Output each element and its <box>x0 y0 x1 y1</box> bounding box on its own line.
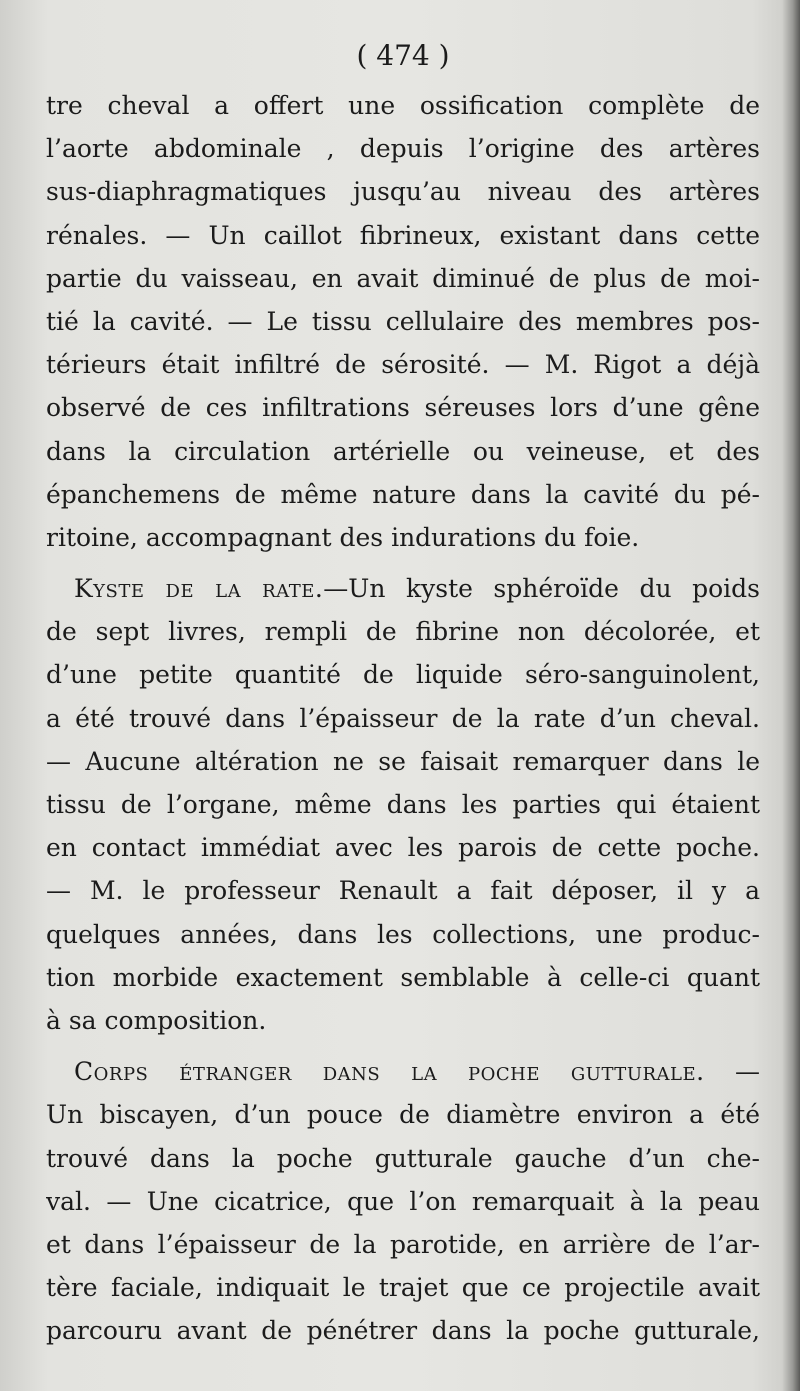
text-line: rénales. — Un caillot fibrineux, existant dans cette <box>46 220 760 250</box>
text-line: Un biscayen, d’un pouce de diamètre environ a été <box>46 1100 760 1130</box>
text-line <box>46 567 760 610</box>
heading-continuation: —Un kyste sphéroïde du poids <box>323 574 760 604</box>
text-line: — M. le professeur Renault a fait déposer, il y a <box>46 876 760 906</box>
text-line: a été trouvé dans l’épaisseur de la rate d’un cheval. <box>46 703 760 733</box>
text-line: de sept livres, rempli de fibrine non décolorée, et <box>46 617 760 647</box>
spine-shadow <box>782 0 800 1391</box>
text-block <box>46 36 760 1352</box>
text-line: à sa composition. <box>46 1005 267 1035</box>
text-line: tié la cavité. — Le tissu cellulaire des membres pos- <box>46 306 760 336</box>
text-line: val. — Une cicatrice, que l’on remarquait à la peau <box>46 1186 760 1216</box>
paragraph-foreign-body <box>46 1050 760 1352</box>
text-line: tissu de l’organe, même dans les parties qui étaient <box>46 790 760 819</box>
text-line: tère faciale, indiquait le trajet que ce projectile avait <box>46 1273 760 1303</box>
text-line: quelques années, dans les collections, une produc- <box>46 919 760 949</box>
page-number: ( 474 ) <box>356 39 450 72</box>
section-heading: Corps étranger dans la poche gutturale. <box>74 1057 705 1087</box>
text-line: ritoine, accompagnant des indurations du foie. <box>46 522 640 552</box>
text-line: d’une petite quantité de liquide séro-sanguinolent, <box>46 660 760 690</box>
text-line: l’aorte abdominale , depuis l’origine des artères <box>46 134 760 164</box>
paragraph-spleen-cyst <box>46 567 760 1042</box>
text-line: partie du vaisseau, en avait diminué de plus de moi- <box>46 263 760 293</box>
text-line: sus-diaphragmatiques jusqu’au niveau des artères <box>46 177 760 207</box>
paragraph-aorta <box>46 84 760 559</box>
text-line: tion morbide exactement semblable à celle-ci quant <box>46 962 760 992</box>
text-line: observé de ces infiltrations séreuses lors d’une gêne <box>46 393 760 423</box>
text-line: térieurs était infiltré de sérosité. — M. Rigot a déjà <box>46 350 760 380</box>
text-line <box>46 1050 760 1093</box>
text-line: épanchemens de même nature dans la cavité du pé- <box>46 479 760 509</box>
text-line: et dans l’épaisseur de la parotide, en arrière de l’ar- <box>46 1229 760 1259</box>
text-line: — Aucune altération ne se faisait remarquer dans le <box>46 746 760 776</box>
heading-continuation: — <box>704 1057 760 1087</box>
text-line: tre cheval a offert une ossification complète de <box>46 91 760 120</box>
text-line: parcouru avant de pénétrer dans la poche gutturale, <box>46 1316 760 1346</box>
text-line: trouvé dans la poche gutturale gauche d’un che- <box>46 1143 760 1173</box>
text-line: dans la circulation artérielle ou veineuse, et des <box>46 436 760 466</box>
section-heading: Kyste de la rate. <box>74 574 324 604</box>
text-line: en contact immédiat avec les parois de cette poche. <box>46 833 760 863</box>
